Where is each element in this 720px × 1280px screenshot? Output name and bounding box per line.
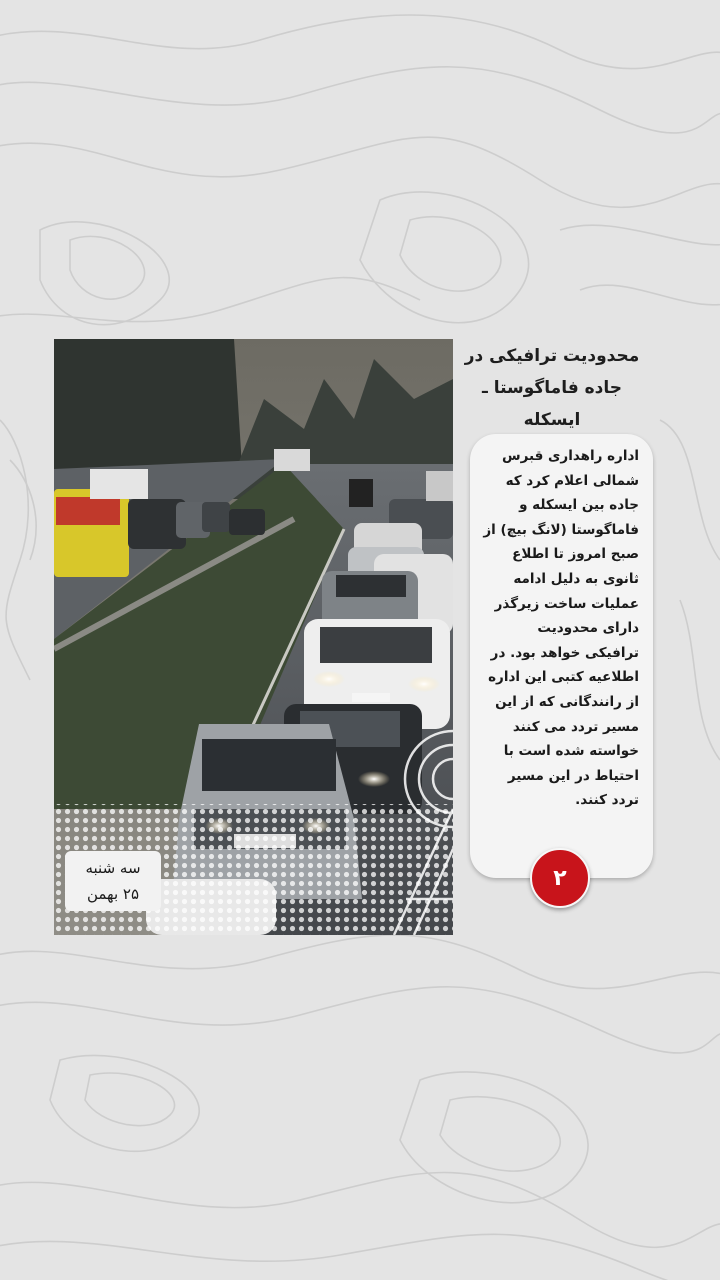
- page-number: ۲: [553, 865, 567, 891]
- date-badge: [65, 851, 161, 911]
- highway-traffic-photo: [54, 339, 453, 935]
- page-number-badge: [530, 848, 590, 908]
- date-day-month: ۲۵ بهمن: [86, 885, 140, 903]
- post-body-text: اداره راهداری قبرس شمالی اعلام کرد که جاده بین ایسکله و فاماگوستا (لانگ بیچ) از صبح امروز تا اطلاع ثانوی به دلیل ادامه عملیات ساخت زیرگذر دارای محدودیت ترافیکی خواهد بود. در اطلاعیه کتبی این اداره از رانندگانی که از این مسیر تردد می کنند خواسته شده است با احتیاط در این مسیر تردد کنند.: [483, 448, 639, 809]
- post-headline: محدودیت ترافیکی در جاده فاماگوستا ـ ایسکله: [464, 346, 640, 430]
- body-text-card: [470, 434, 653, 878]
- date-weekday: سه شنبه: [85, 859, 141, 877]
